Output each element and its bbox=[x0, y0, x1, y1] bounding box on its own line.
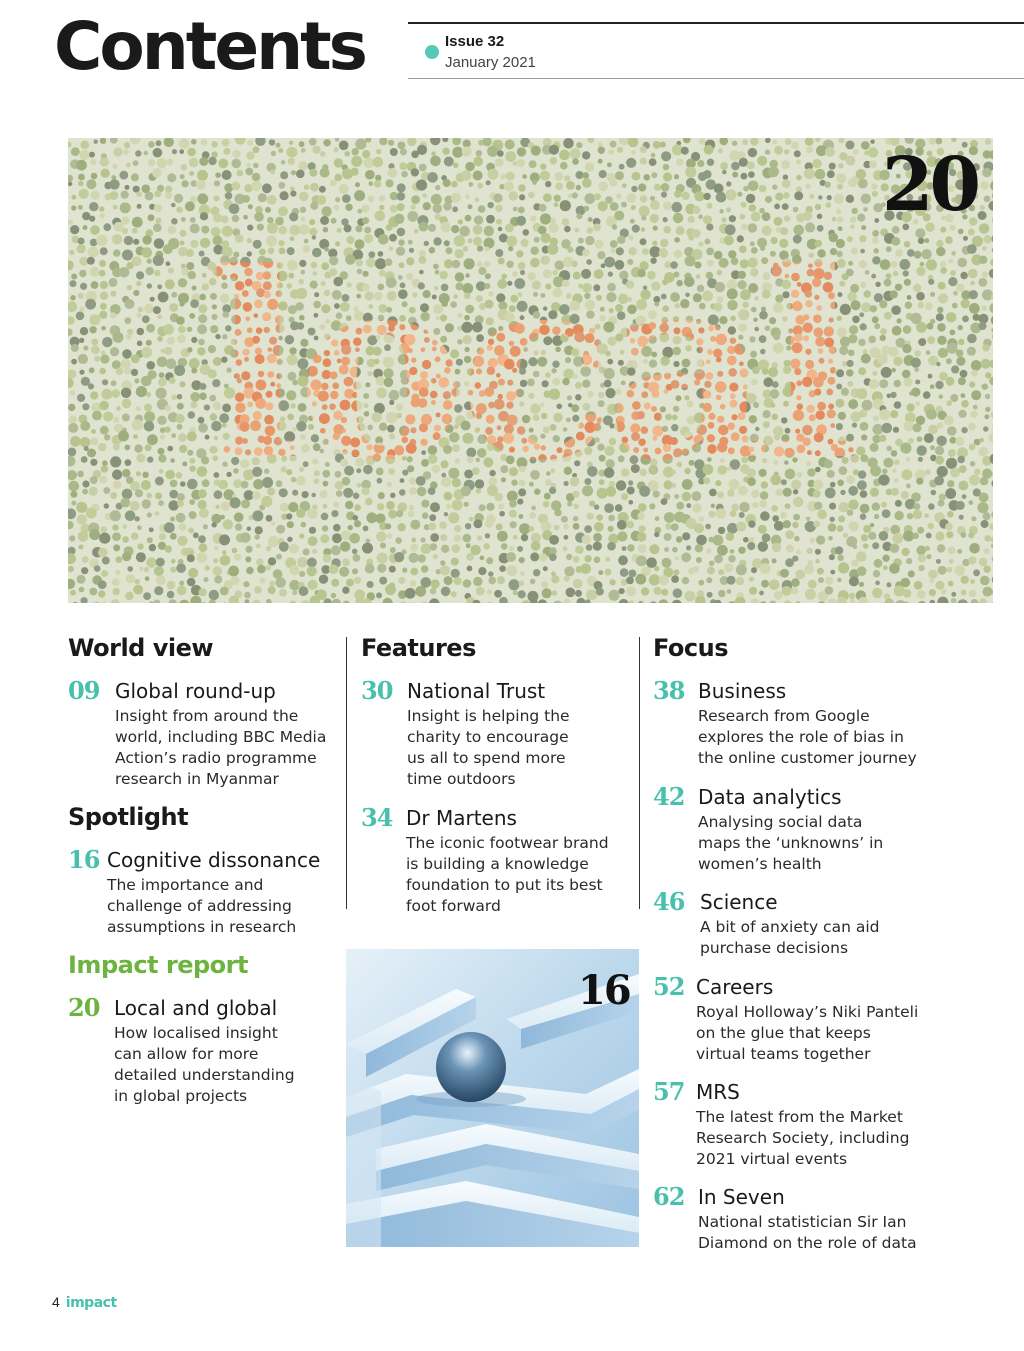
entry-title: Careers bbox=[696, 975, 774, 999]
entry-description: Insight is helping the charity to encourage us all to spend more time outdoors bbox=[407, 707, 570, 788]
hero-page-number: 20 bbox=[882, 142, 977, 228]
toc-entry-national-trust[interactable] bbox=[361, 676, 631, 789]
section-heading-features: Features bbox=[361, 634, 476, 662]
entry-title: Cognitive dissonance bbox=[107, 848, 321, 872]
entry-description: Analysing social data maps the ‘unknowns’ in women’s health bbox=[698, 813, 884, 873]
entry-description: How localised insight can allow for more detailed understanding in global projects bbox=[114, 1024, 295, 1105]
hero-image[interactable] bbox=[68, 138, 993, 603]
issue-info bbox=[408, 22, 1024, 79]
toc-entry-data-analytics[interactable] bbox=[653, 782, 928, 875]
issue-number: Issue 32 bbox=[445, 33, 505, 50]
toc-entry-dr-martens[interactable] bbox=[361, 803, 636, 916]
entry-description: Research from Google explores the role of bias in the online customer journey bbox=[698, 707, 917, 767]
section-heading-focus: Focus bbox=[653, 634, 729, 662]
toc-entry-in-seven[interactable] bbox=[653, 1182, 928, 1255]
maze-image[interactable] bbox=[346, 949, 639, 1247]
entry-description: A bit of anxiety can aid purchase decisions bbox=[700, 918, 880, 957]
page-title: Contents bbox=[54, 8, 365, 85]
issue-date: January 2021 bbox=[445, 54, 536, 71]
toc-entry-science[interactable] bbox=[653, 887, 928, 960]
section-heading-spotlight: Spotlight bbox=[68, 803, 189, 831]
page-number: 52 bbox=[653, 972, 685, 1001]
folio-number: 4 bbox=[52, 1294, 60, 1310]
page-number: 46 bbox=[653, 887, 685, 916]
section-heading-world-view: World view bbox=[68, 634, 214, 662]
issue-dot-icon bbox=[425, 45, 439, 59]
entry-title: Science bbox=[700, 890, 778, 914]
entry-title: Data analytics bbox=[698, 785, 842, 809]
brand-logo[interactable]: impact bbox=[65, 1295, 117, 1311]
page-number: 62 bbox=[653, 1182, 685, 1211]
section-heading-impact-report: Impact report bbox=[68, 951, 248, 979]
entry-title: Business bbox=[698, 679, 787, 703]
page-number: 16 bbox=[68, 845, 100, 874]
entry-description: The iconic footwear brand is building a knowledge foundation to put its best foot forward bbox=[406, 834, 609, 915]
entry-title: In Seven bbox=[698, 1185, 785, 1209]
page-number: 38 bbox=[653, 676, 685, 705]
toc-entry-global-round-up[interactable] bbox=[68, 676, 338, 789]
entry-title: MRS bbox=[696, 1080, 740, 1104]
toc-entry-careers[interactable] bbox=[653, 972, 928, 1065]
entry-title: Dr Martens bbox=[406, 806, 517, 830]
entry-description: The importance and challenge of addressing assumptions in research bbox=[107, 876, 297, 936]
entry-description: Royal Holloway’s Niki Panteli on the glue that keeps virtual teams together bbox=[696, 1003, 919, 1063]
entry-title: Local and global bbox=[114, 996, 278, 1020]
page-number: 30 bbox=[361, 676, 393, 705]
entry-title: Global round-up bbox=[115, 679, 276, 703]
entry-description: The latest from the Market Research Society, including 2021 virtual events bbox=[696, 1108, 910, 1168]
page-number: 20 bbox=[68, 993, 100, 1022]
entry-description: National statistician Sir Ian Diamond on the role of data bbox=[698, 1213, 917, 1252]
hero-dot-pattern: local bbox=[68, 138, 993, 603]
maze-page-number: 16 bbox=[578, 967, 630, 1014]
page-number: 09 bbox=[68, 676, 100, 705]
toc-entry-mrs[interactable] bbox=[653, 1077, 928, 1170]
page-number: 42 bbox=[653, 782, 685, 811]
toc-entry-cognitive-dissonance[interactable] bbox=[68, 845, 338, 938]
entry-title: National Trust bbox=[407, 679, 546, 703]
page-number: 34 bbox=[361, 803, 393, 832]
toc-entry-business[interactable] bbox=[653, 676, 928, 769]
entry-description: Insight from around the world, including BBC Media Action’s radio programme research in Myanmar bbox=[115, 707, 327, 788]
toc-entry-local-and-global[interactable] bbox=[68, 993, 338, 1106]
page-footer bbox=[52, 1294, 117, 1311]
page-number: 57 bbox=[653, 1077, 685, 1106]
